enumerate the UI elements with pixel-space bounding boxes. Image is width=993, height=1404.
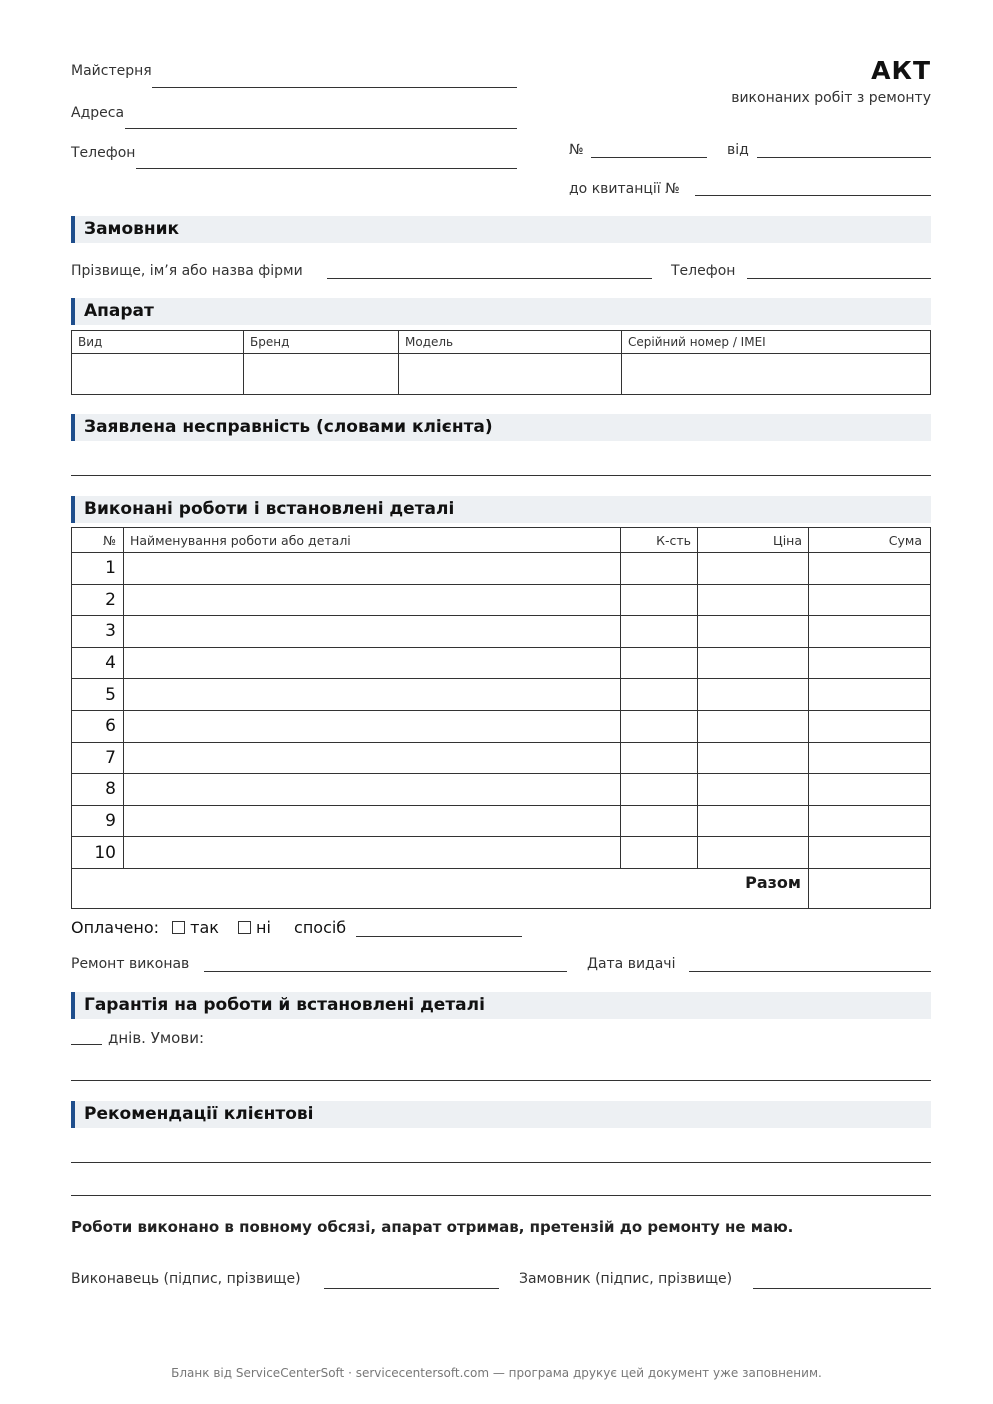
repaired-by-field[interactable] <box>204 971 567 972</box>
sum-cell[interactable] <box>809 774 931 806</box>
qty-cell[interactable] <box>621 710 698 742</box>
workshop-label: Майстерня <box>71 63 152 79</box>
recommendations-field-2[interactable] <box>71 1195 931 1196</box>
row-number: 9 <box>72 805 124 837</box>
sum-cell[interactable] <box>809 710 931 742</box>
row-number: 6 <box>72 710 124 742</box>
payment-method-label: спосіб <box>294 918 347 937</box>
payment-method-field[interactable] <box>356 936 522 937</box>
workshop-field[interactable] <box>152 87 517 88</box>
price-cell[interactable] <box>698 647 809 679</box>
qty-cell[interactable] <box>621 584 698 616</box>
customer-name-label: Прізвище, ім’я або назва фірми <box>71 263 303 279</box>
sum-cell[interactable] <box>809 837 931 869</box>
act-date-label: від <box>727 142 749 158</box>
price-cell[interactable] <box>698 616 809 648</box>
work-name-cell[interactable] <box>124 647 621 679</box>
work-name-cell[interactable] <box>124 679 621 711</box>
address-label: Адреса <box>71 105 125 121</box>
device-col-type: Вид <box>72 331 244 354</box>
work-name-cell[interactable] <box>124 742 621 774</box>
price-cell[interactable] <box>698 837 809 869</box>
address-field[interactable] <box>125 128 517 129</box>
section-title: Виконані роботи і встановлені деталі <box>84 499 455 519</box>
section-defect <box>71 414 931 441</box>
receipt-field[interactable] <box>695 195 931 196</box>
warranty-conditions-field[interactable] <box>71 1080 931 1081</box>
price-cell[interactable] <box>698 742 809 774</box>
row-number: 2 <box>72 584 124 616</box>
sum-cell[interactable] <box>809 742 931 774</box>
work-name-cell[interactable] <box>124 710 621 742</box>
device-brand-cell[interactable] <box>244 354 399 395</box>
table-row <box>72 616 931 648</box>
price-cell[interactable] <box>698 774 809 806</box>
paid-yes-checkbox[interactable] <box>172 921 185 934</box>
warranty-days-label: днів. Умови: <box>108 1029 204 1047</box>
work-name-cell[interactable] <box>124 553 621 585</box>
qty-cell[interactable] <box>621 774 698 806</box>
section-device <box>71 298 931 325</box>
customer-signature-field[interactable] <box>753 1288 931 1289</box>
sum-cell[interactable] <box>809 616 931 648</box>
document-title: АКТ <box>871 56 931 85</box>
paid-label: Оплачено: <box>71 918 160 937</box>
paid-yes-label: так <box>190 918 219 937</box>
works-col-price: Ціна <box>698 528 809 553</box>
table-row <box>72 710 931 742</box>
price-cell[interactable] <box>698 553 809 585</box>
section-warranty <box>71 992 931 1019</box>
sum-cell[interactable] <box>809 679 931 711</box>
device-table <box>71 330 931 395</box>
section-works <box>71 496 931 523</box>
customer-name-field[interactable] <box>327 278 652 279</box>
price-cell[interactable] <box>698 584 809 616</box>
works-col-number: № <box>72 528 124 553</box>
table-row <box>72 805 931 837</box>
qty-cell[interactable] <box>621 805 698 837</box>
workshop-phone-label: Телефон <box>71 145 136 161</box>
qty-cell[interactable] <box>621 837 698 869</box>
sum-cell[interactable] <box>809 647 931 679</box>
work-name-cell[interactable] <box>124 616 621 648</box>
repaired-by-label: Ремонт виконав <box>71 956 190 972</box>
recommendations-field-1[interactable] <box>71 1162 931 1163</box>
device-col-brand: Бренд <box>244 331 399 354</box>
qty-cell[interactable] <box>621 647 698 679</box>
row-number: 5 <box>72 679 124 711</box>
table-row <box>72 553 931 585</box>
work-name-cell[interactable] <box>124 584 621 616</box>
qty-cell[interactable] <box>621 616 698 648</box>
qty-cell[interactable] <box>621 742 698 774</box>
total-label: Разом <box>72 868 809 908</box>
section-title: Замовник <box>84 219 180 239</box>
paid-no-checkbox[interactable] <box>238 921 251 934</box>
section-title: Гарантія на роботи й встановлені деталі <box>84 995 485 1015</box>
payment-row <box>71 918 346 937</box>
section-title: Заявлена несправність (словами клієнта) <box>84 417 493 437</box>
device-serial-cell[interactable] <box>622 354 931 395</box>
section-customer <box>71 216 931 243</box>
device-type-cell[interactable] <box>72 354 244 395</box>
document-subtitle: виконаних робіт з ремонту <box>731 90 931 106</box>
works-table <box>71 527 931 909</box>
qty-cell[interactable] <box>621 679 698 711</box>
act-number-field[interactable] <box>591 157 707 158</box>
work-name-cell[interactable] <box>124 837 621 869</box>
price-cell[interactable] <box>698 805 809 837</box>
row-number: 3 <box>72 616 124 648</box>
paid-no-label: ні <box>256 918 271 937</box>
issue-date-label: Дата видачі <box>587 956 676 972</box>
table-row <box>72 742 931 774</box>
row-number: 8 <box>72 774 124 806</box>
customer-signature-label: Замовник (підпис, прізвище) <box>519 1271 733 1287</box>
table-row <box>72 774 931 806</box>
sum-cell[interactable] <box>809 805 931 837</box>
table-row <box>72 837 931 869</box>
statement-text: Роботи виконано в повному обсязі, апарат отримав, претензій до ремонту не маю. <box>71 1218 794 1236</box>
act-date-field[interactable] <box>757 157 931 158</box>
price-cell[interactable] <box>698 679 809 711</box>
customer-phone-label: Телефон <box>671 263 736 279</box>
works-col-name: Найменування роботи або деталі <box>124 528 621 553</box>
device-col-model: Модель <box>399 331 622 354</box>
table-row <box>72 647 931 679</box>
customer-phone-field[interactable] <box>747 278 931 279</box>
executor-signature-field[interactable] <box>324 1288 499 1289</box>
section-recommendations <box>71 1101 931 1128</box>
sum-cell[interactable] <box>809 553 931 585</box>
total-sum-cell[interactable] <box>809 868 931 908</box>
price-cell[interactable] <box>698 710 809 742</box>
qty-cell[interactable] <box>621 553 698 585</box>
works-col-qty: К-сть <box>621 528 698 553</box>
sum-cell[interactable] <box>809 584 931 616</box>
work-name-cell[interactable] <box>124 774 621 806</box>
warranty-days-field[interactable] <box>71 1044 102 1045</box>
section-title: Апарат <box>84 301 154 321</box>
device-model-cell[interactable] <box>399 354 622 395</box>
footer-note: Бланк від ServiceCenterSoft · servicecentersoft.com — програма друкує цей документ уже заповненим. <box>171 1366 822 1380</box>
row-number: 7 <box>72 742 124 774</box>
executor-signature-label: Виконавець (підпис, прізвище) <box>71 1271 301 1287</box>
work-name-cell[interactable] <box>124 805 621 837</box>
row-number: 4 <box>72 647 124 679</box>
works-col-sum: Сума <box>809 528 931 553</box>
receipt-label: до квитанції № <box>569 181 680 197</box>
act-number-label: № <box>569 142 584 158</box>
defect-field[interactable] <box>71 475 931 476</box>
workshop-phone-field[interactable] <box>136 168 517 169</box>
table-row <box>72 679 931 711</box>
row-number: 1 <box>72 553 124 585</box>
row-number: 10 <box>72 837 124 869</box>
device-col-serial: Серійний номер / IMEI <box>622 331 931 354</box>
table-row <box>72 584 931 616</box>
issue-date-field[interactable] <box>689 971 931 972</box>
section-title: Рекомендації клієнтові <box>84 1104 314 1124</box>
